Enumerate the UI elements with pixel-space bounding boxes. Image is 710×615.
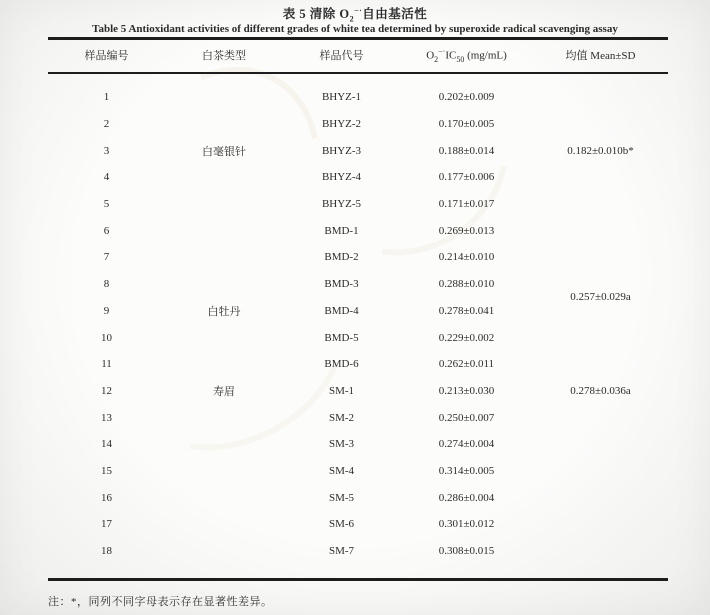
table-title-english: Table 5 Antioxidant activities of different grades of white tea determined by superoxide radical scavenging assay <box>92 23 618 35</box>
cell-ic50: 0.278±0.041 <box>438 304 495 317</box>
cell-sample-code: BHYZ-3 <box>321 144 362 157</box>
table-row <box>48 431 668 458</box>
cell-sample-code: BHYZ-1 <box>321 91 362 104</box>
cell-sample-code: SM-3 <box>328 438 355 451</box>
table-header-rule <box>48 72 668 74</box>
table-row <box>48 244 668 271</box>
cell-sample-no: 16 <box>101 491 112 504</box>
cell-ic50: 0.314±0.005 <box>438 464 495 477</box>
cell-sample-code: BHYZ-2 <box>321 118 362 131</box>
cell-sample-code: SM-1 <box>328 384 355 397</box>
cell-ic50: 0.177±0.006 <box>438 171 495 184</box>
cell-tea-type: 白牡丹 <box>207 305 241 318</box>
cell-ic50: 0.274±0.004 <box>438 438 495 451</box>
cell-ic50: 0.213±0.030 <box>438 384 495 397</box>
table-title-chinese: 表 5 清除 $O_2^{-\cdot}$自由基活性 <box>282 5 428 24</box>
cell-sample-code: BMD-4 <box>324 304 359 317</box>
cell-tea-type: 白毫银针 <box>202 145 246 158</box>
cell-sample-no: 18 <box>101 545 112 558</box>
header-mean-sd: 均值 Mean±SD <box>565 50 636 62</box>
table-row <box>48 404 668 431</box>
table-row <box>48 351 668 378</box>
cell-sample-no: 7 <box>103 251 110 264</box>
cell-sample-code: BHYZ-5 <box>321 198 362 211</box>
cell-sample-code: BMD-5 <box>324 331 359 344</box>
cell-sample-no: 9 <box>103 304 110 317</box>
cell-ic50: 0.250±0.007 <box>438 411 495 424</box>
table-footnote: 注：*，同列不同字母表示存在显著性差异。 <box>48 596 273 608</box>
table-row <box>48 378 668 405</box>
table-row <box>48 191 668 218</box>
cell-ic50: 0.171±0.017 <box>438 198 495 211</box>
table-row <box>48 538 668 565</box>
cell-sample-no: 10 <box>101 331 112 344</box>
cell-mean: 0.182±0.010b* <box>567 144 634 157</box>
table-bottom-rule <box>48 578 668 581</box>
table-row <box>48 217 668 244</box>
table-row <box>48 111 668 138</box>
table-row <box>48 511 668 538</box>
cell-mean: 0.278±0.036a <box>570 384 631 397</box>
cell-sample-code: SM-4 <box>328 464 355 477</box>
cell-sample-no: 6 <box>103 224 110 237</box>
cell-sample-no: 12 <box>101 384 112 397</box>
cell-ic50: 0.301±0.012 <box>438 518 495 531</box>
table-row <box>48 458 668 485</box>
cell-ic50: 0.308±0.015 <box>438 545 495 558</box>
cell-ic50: 0.188±0.014 <box>438 144 495 157</box>
cell-sample-no: 8 <box>103 278 110 291</box>
cell-sample-code: BMD-6 <box>324 358 359 371</box>
cell-mean: 0.257±0.029a <box>570 291 631 304</box>
cell-sample-no: 5 <box>103 198 110 211</box>
cell-sample-code: SM-2 <box>328 411 355 424</box>
cell-ic50: 0.286±0.004 <box>438 491 495 504</box>
cell-ic50: 0.202±0.009 <box>438 91 495 104</box>
cell-sample-code: BMD-3 <box>324 278 359 291</box>
cell-sample-no: 2 <box>103 118 110 131</box>
cell-sample-no: 4 <box>103 171 110 184</box>
cell-sample-no: 11 <box>101 358 112 371</box>
table-row <box>48 84 668 111</box>
table-row <box>48 324 668 351</box>
cell-sample-code: SM-5 <box>328 491 355 504</box>
table-body <box>48 84 668 564</box>
header-sample-no: 样品编号 <box>84 50 129 62</box>
cell-ic50: 0.269±0.013 <box>438 224 495 237</box>
header-sample-code: 样品代号 <box>319 50 364 62</box>
cell-sample-no: 1 <box>103 91 110 104</box>
table-row <box>48 271 668 304</box>
header-tea-type: 白茶类型 <box>202 50 246 62</box>
cell-sample-no: 14 <box>101 438 112 451</box>
table-row <box>48 137 668 164</box>
header-ic50: $O_2^{-\cdot}IC_{50}$ (mg/mL) <box>426 46 507 64</box>
table-header-row <box>48 38 668 72</box>
cell-ic50: 0.288±0.010 <box>438 278 495 291</box>
cell-ic50: 0.229±0.002 <box>438 331 495 344</box>
table-row <box>48 164 668 191</box>
cell-sample-no: 3 <box>103 144 110 157</box>
cell-sample-code: BHYZ-4 <box>321 171 362 184</box>
cell-ic50: 0.170±0.005 <box>438 118 495 131</box>
cell-sample-no: 15 <box>101 464 112 477</box>
cell-sample-no: 17 <box>101 518 112 531</box>
table-row <box>48 484 668 511</box>
cell-ic50: 0.214±0.010 <box>438 251 495 264</box>
cell-sample-no: 13 <box>101 411 112 424</box>
cell-sample-code: BMD-2 <box>324 251 359 264</box>
cell-ic50: 0.262±0.011 <box>438 358 495 371</box>
cell-sample-code: SM-6 <box>328 518 355 531</box>
cell-tea-type: 寿眉 <box>213 385 235 398</box>
cell-sample-code: SM-7 <box>328 545 355 558</box>
cell-sample-code: BMD-1 <box>324 224 359 237</box>
